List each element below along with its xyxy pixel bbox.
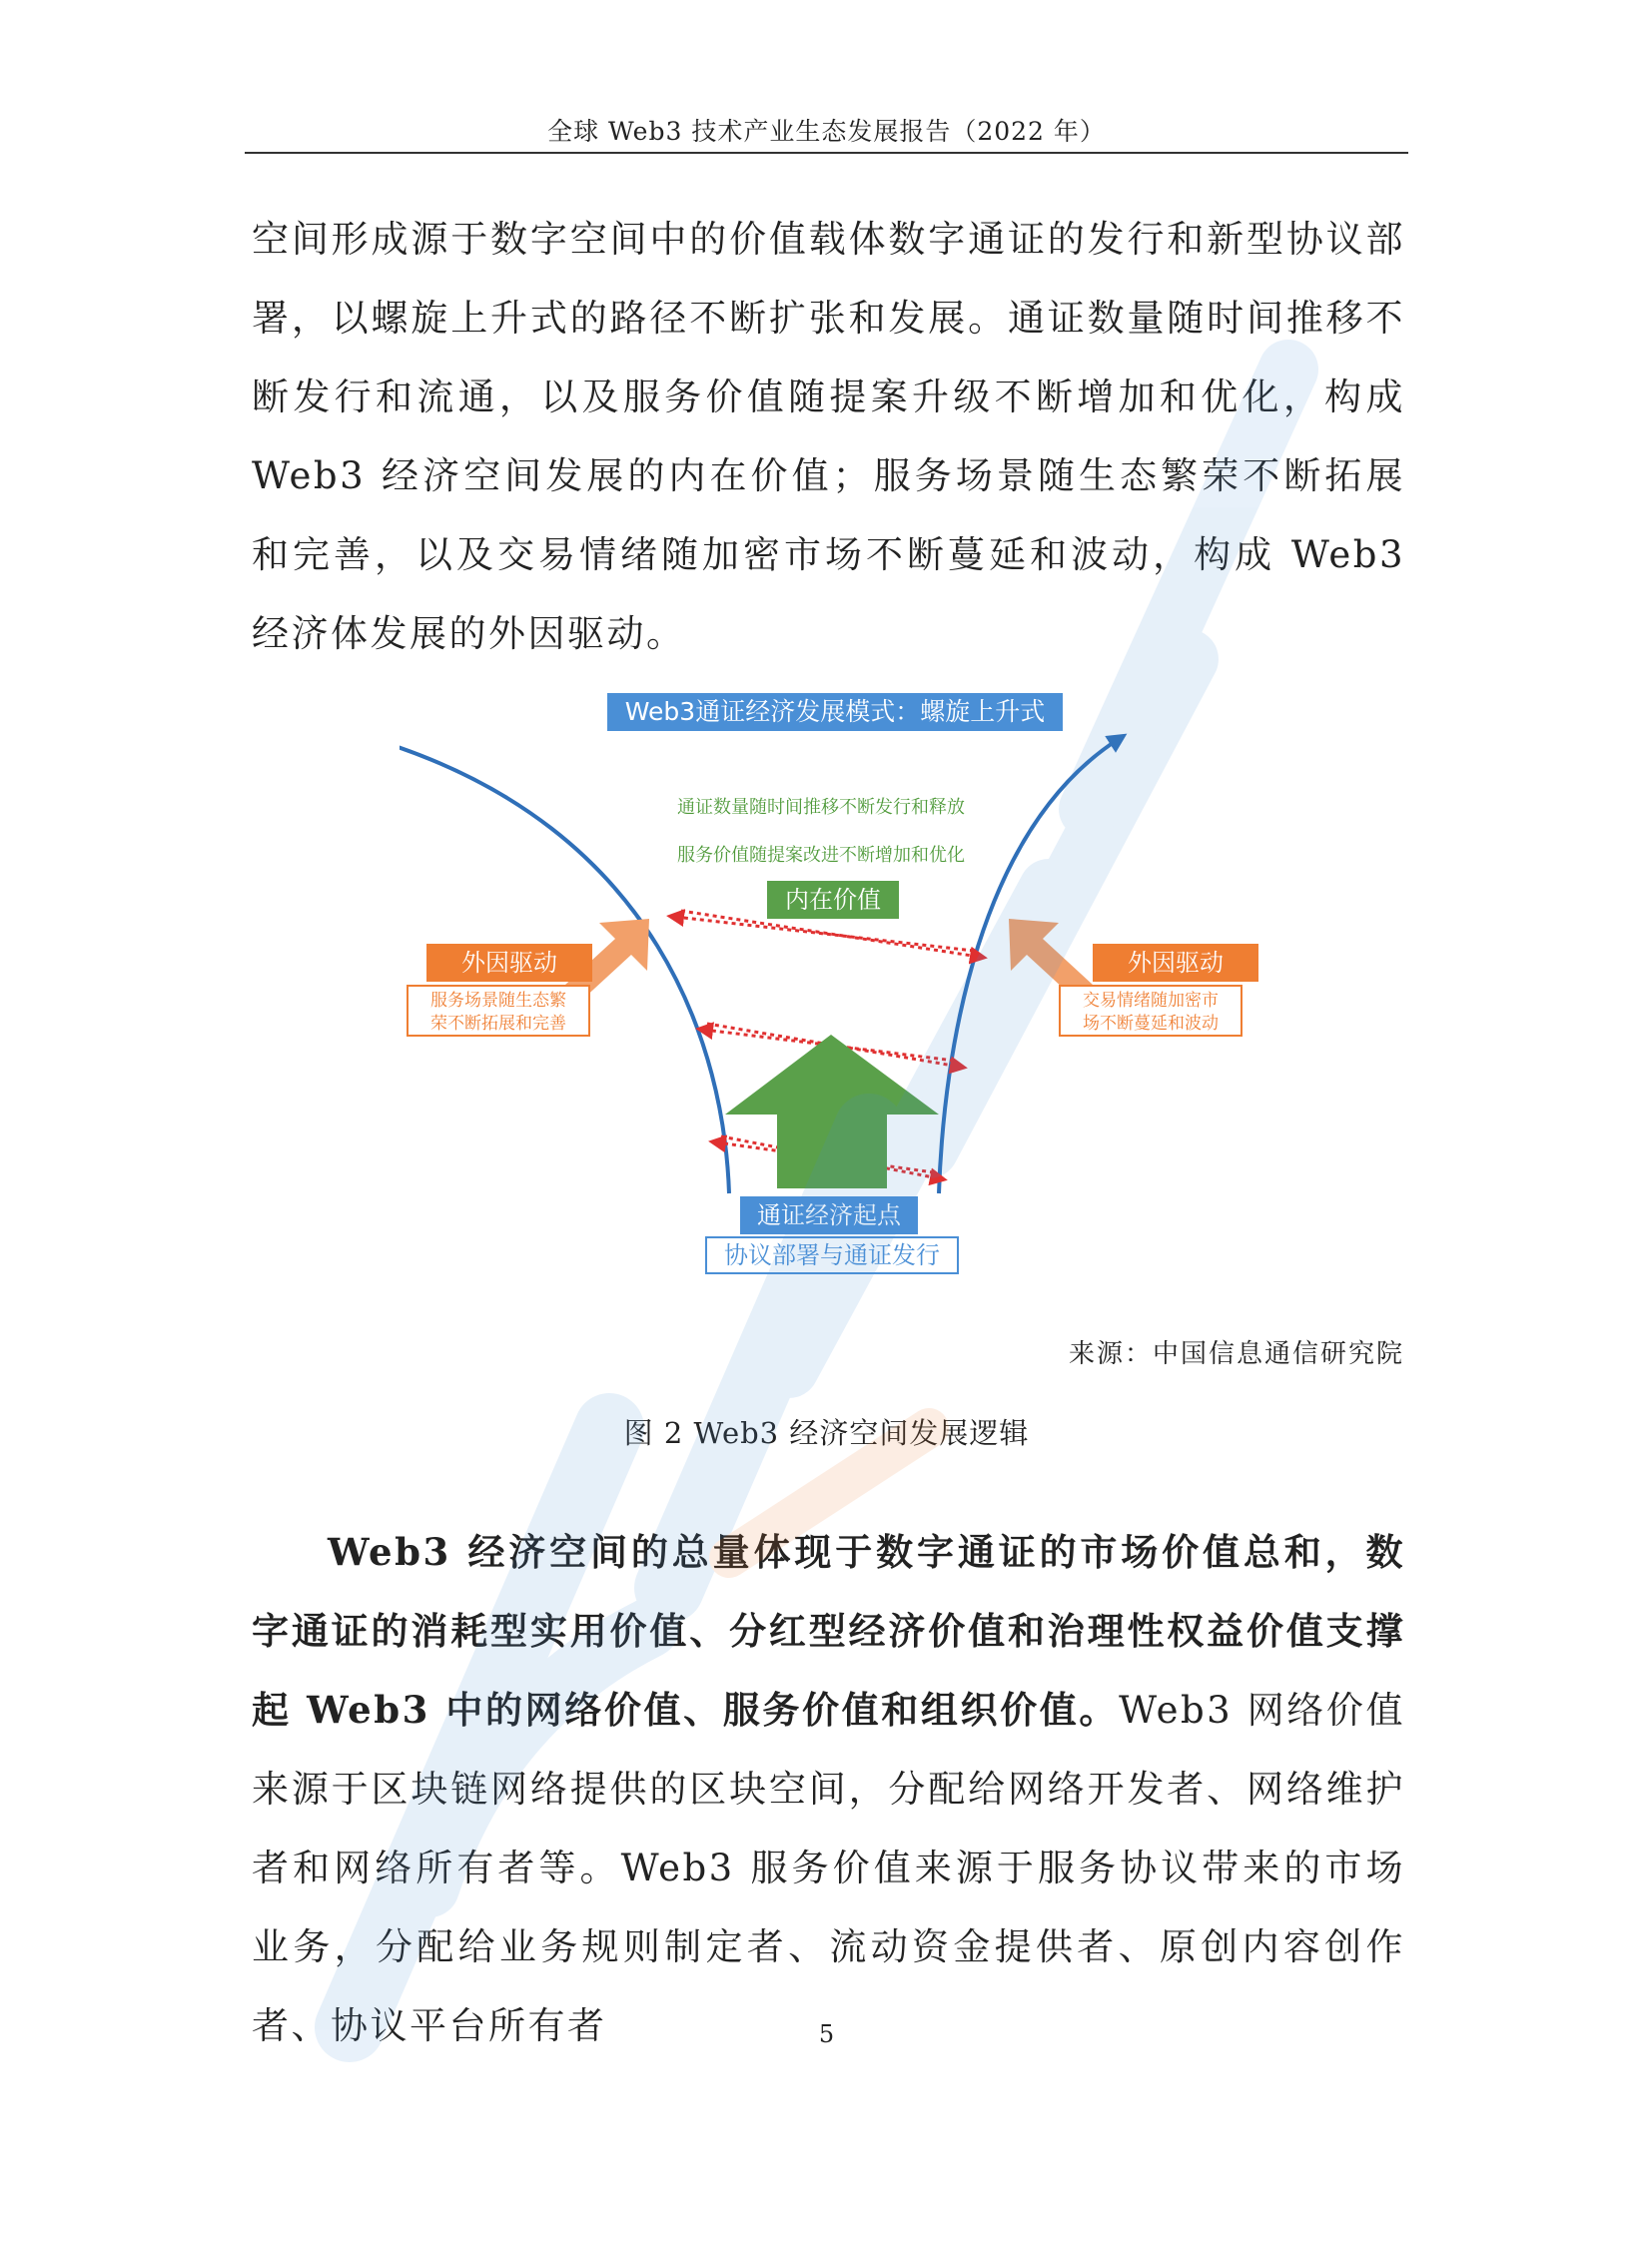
external-driver-left: 外因驱动 bbox=[426, 944, 592, 982]
page-number: 5 bbox=[818, 2020, 835, 2048]
desc-line: 服务场景随生态繁 bbox=[430, 991, 566, 1011]
green-text-issuance: 通证数量随时间推移不断发行和释放 bbox=[677, 797, 965, 818]
paragraph-2-bold: Web3 经济空间的总量体现于数字通证的市场价值总和，数字通证的消耗型实用价值、分红型经济价值和治理性权益价值支撑起 Web3 中的网络价值、服务价值和组织价值。 bbox=[252, 1530, 1405, 1732]
external-driver-right-desc bbox=[1059, 985, 1242, 1037]
paragraph-1: 空间形成源于数字空间中的价值载体数字通证的发行和新型协议部署，以螺旋上升式的路径不断扩张和发展。通证数量随时间推移不断发行和流通，以及服务价值随提案升级不断增加和优化，构成 Web3 经济空间发展的内在价值；服务场景随生态繁荣不断拓展和完善，以及交易情绪随加密市场不断蔓延和波动，构成 Web3 经济体发展的外因驱动。 bbox=[252, 218, 1405, 655]
header-rule bbox=[245, 152, 1408, 154]
figure-diagram bbox=[400, 689, 1258, 1288]
figure-title: Web3通证经济发展模式：螺旋上升式 bbox=[607, 693, 1063, 731]
paragraph-2-normal: Web3 网络价值来源于区块链网络提供的区块空间，分配给网络开发者、网络维护者和网络所有者等。Web3 服务价值来源于服务协议带来的市场业务，分配给业务规则制定者、流动资金提供者、原创内容创作者、协议平台所有者 bbox=[252, 1689, 1405, 2047]
running-header: 全球 Web3 技术产业生态发展报告（2022 年） bbox=[547, 117, 1106, 146]
right-spiral-curve bbox=[939, 739, 1119, 1193]
external-driver-right: 外因驱动 bbox=[1093, 944, 1258, 982]
paragraph-2 bbox=[252, 1513, 1405, 2065]
figure-caption: 图 2 Web3 经济空间发展逻辑 bbox=[623, 1416, 1030, 1450]
figure-source: 来源：中国信息通信研究院 bbox=[1068, 1339, 1404, 1369]
inner-value-label: 内在价值 bbox=[767, 881, 899, 919]
start-point-label: 通证经济起点 bbox=[740, 1196, 918, 1234]
desc-line: 荣不断拓展和完善 bbox=[430, 1014, 566, 1034]
start-point-desc: 协议部署与通证发行 bbox=[705, 1236, 959, 1274]
desc-line: 场不断蔓延和波动 bbox=[1083, 1014, 1219, 1034]
external-driver-left-desc bbox=[407, 985, 590, 1037]
green-text-service: 服务价值随提案改进不断增加和优化 bbox=[677, 845, 965, 866]
desc-line: 交易情绪随加密市 bbox=[1083, 991, 1219, 1011]
